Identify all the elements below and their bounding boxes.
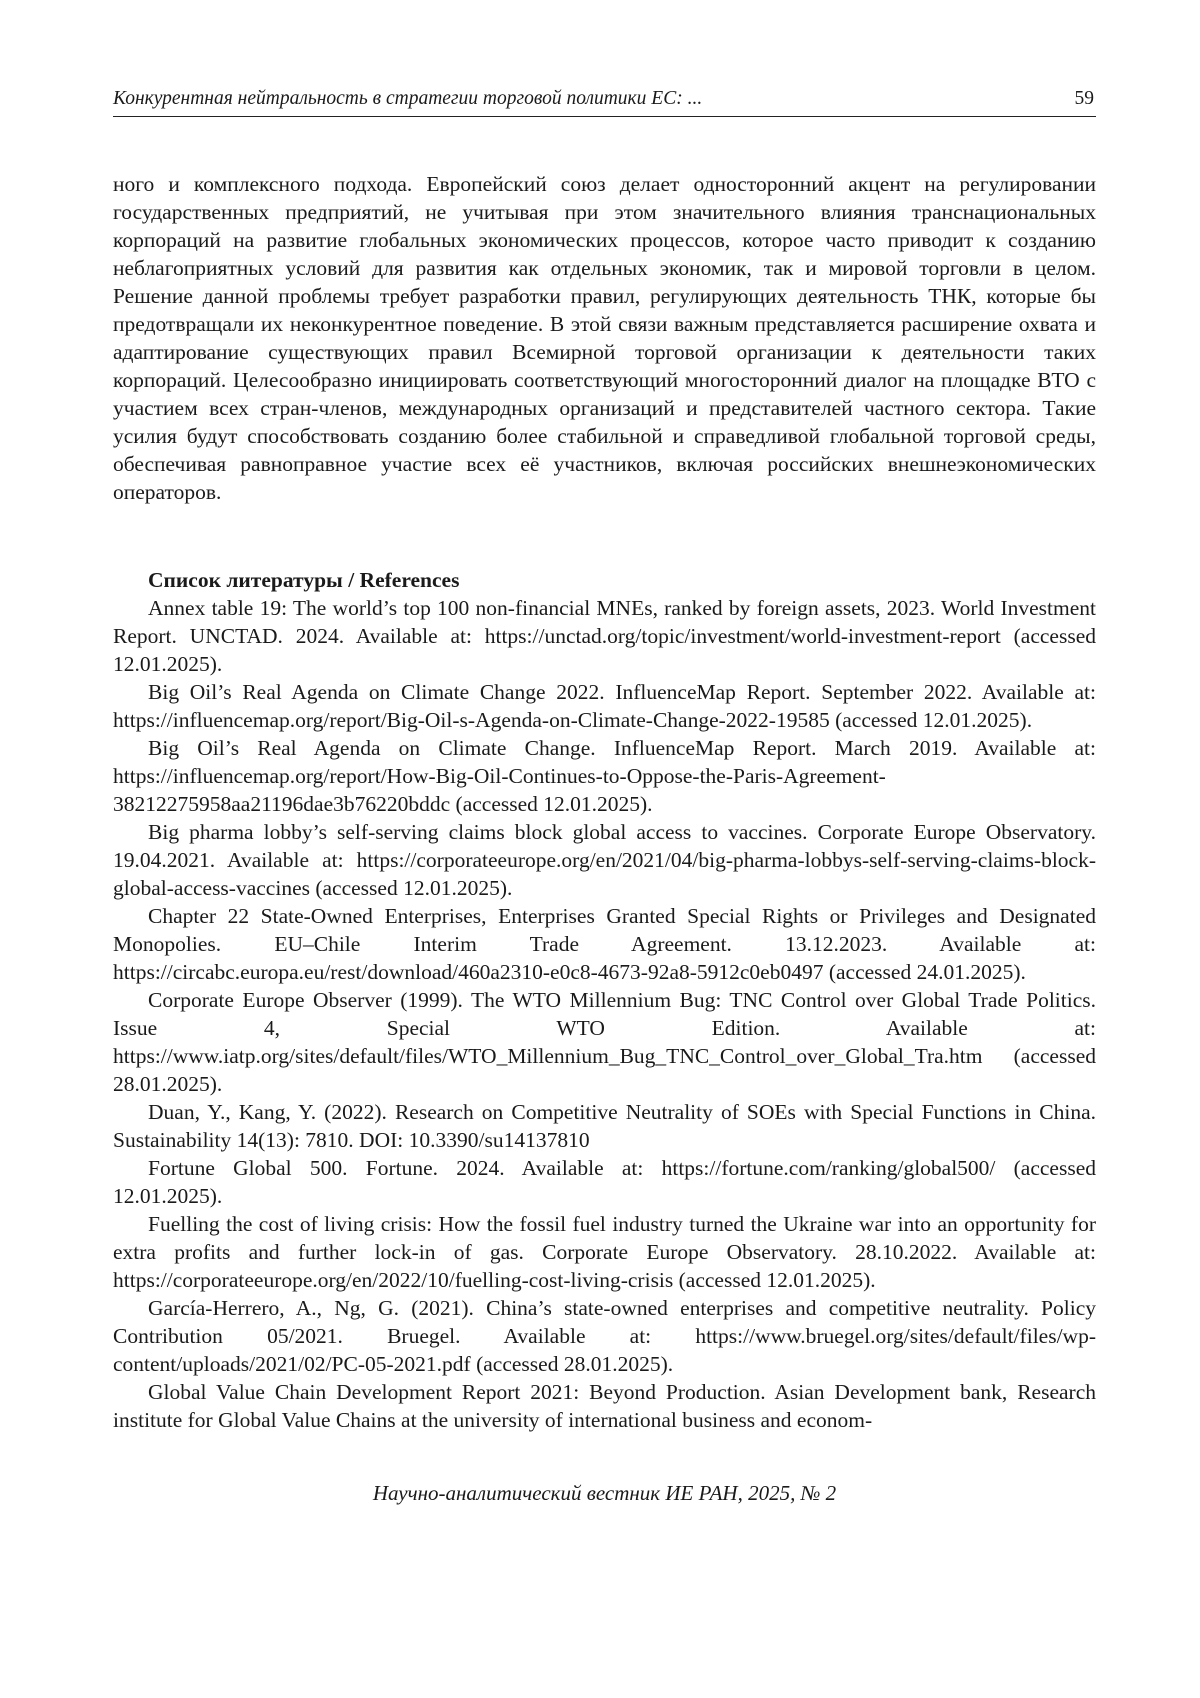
page-number: 59 — [1074, 88, 1094, 109]
reference-item: Big Oil’s Real Agenda on Climate Change. InfluenceMap Report. March 2019. Available at: https://influencemap.org/report/How-Big-Oil-Continues-to-Oppose-the-Paris-Agreement-38212275958aa21196dae3b76220bddc (accessed 12.01.2025). — [113, 736, 1096, 816]
reference-item: García-Herrero, A., Ng, G. (2021). China’s state-owned enterprises and competitive neutrality. Policy Contribution 05/2021. Bruegel. Available at: https://www.bruegel.org/sites/default/files/wp-content/uploads/2021/02/PC-05-2021.pdf (accessed 28.01.2025). — [113, 1296, 1096, 1376]
reference-item: Global Value Chain Development Report 2021: Beyond Production. Asian Development bank, Research institute for Global Value Chains at the university of international business and econom- — [113, 1380, 1096, 1432]
references-heading: Список литературы / References — [148, 568, 460, 592]
reference-item: Corporate Europe Observer (1999). The WTO Millennium Bug: TNC Control over Global Trade Politics. Issue 4, Special WTO Edition. Available at: https://www.iatp.org/sites/default/files/WTO_Millennium_Bug_TNC_Control_over_Global_Tra.htm (accessed 28.01.2025). — [113, 988, 1096, 1096]
page-header — [113, 86, 1096, 117]
references-list — [113, 594, 1096, 1434]
reference-item: Fortune Global 500. Fortune. 2024. Available at: https://fortune.com/ranking/global500/ (accessed 12.01.2025). — [113, 1156, 1096, 1208]
reference-item: Big Oil’s Real Agenda on Climate Change 2022. InfluenceMap Report. September 2022. Available at: https://influencemap.org/report/Big-Oil-s-Agenda-on-Climate-Change-2022-19585 (accessed 12.01.2025). — [113, 680, 1096, 732]
body-paragraph: ного и комплексного подхода. Европейский союз делает односторонний акцент на регулировании государственных предприятий, не учитывая при этом значительного влияния транснациональных корпораций на развитие глобальных экономических процессов, которое часто приводит к созданию неблагоприятных условий для развития как отдельных экономик, так и мировой торговли в целом. Решение данной проблемы требует разработки правил, регулирующих деятельность ТНК, которые бы предотвращали их неконкурентное поведение. В этой связи важным представляется расширение охвата и адаптирование существующих правил Всемирной торговой организации к деятельности таких корпораций. Целесообразно инициировать соответствующий многосторонний диалог на площадке ВТО с участием всех стран-членов, международных организаций и представителей частного сектора. Такие усилия будут способствовать созданию более стабильной и справедливой глобальной торговой среды, обеспечивая равноправное участие всех её участников, включая российских внешнеэкономических операторов. — [113, 172, 1096, 504]
journal-footer: Научно-аналитический вестник ИЕ РАН, 2025, № 2 — [372, 1481, 837, 1505]
running-title: Конкурентная нейтральность в стратегии торговой политики ЕС: ... — [113, 88, 703, 109]
reference-item: Chapter 22 State-Owned Enterprises, Enterprises Granted Special Rights or Privileges and Designated Monopolies. EU–Chile Interim Trade Agreement. 13.12.2023. Available at: https://circabc.europa.eu/rest/download/460a2310-e0c8-4673-92a8-5912c0eb0497 (accessed 24.01.2025). — [113, 904, 1096, 984]
reference-item: Duan, Y., Kang, Y. (2022). Research on Competitive Neutrality of SOEs with Special Functions in China. Sustainability 14(13): 7810. DOI: 10.3390/su14137810 — [113, 1100, 1096, 1152]
reference-item: Annex table 19: The world’s top 100 non-financial MNEs, ranked by foreign assets, 2023. World Investment Report. UNCTAD. 2024. Available at: https://unctad.org/topic/investment/world-investment-report (accessed 12.01.2025). — [113, 596, 1096, 676]
reference-item: Fuelling the cost of living crisis: How the fossil fuel industry turned the Ukraine war into an opportunity for extra profits and further lock-in of gas. Corporate Europe Observatory. 28.10.2022. Available at: https://corporateeurope.org/en/2022/10/fuelling-cost-living-crisis (accessed 12.01.2025). — [113, 1212, 1096, 1292]
reference-item: Big pharma lobby’s self-serving claims block global access to vaccines. Corporate Europe Observatory. 19.04.2021. Available at: https://corporateeurope.org/en/2021/04/big-pharma-lobbys-self-serving-claims-block-global-access-vaccines (accessed 12.01.2025). — [113, 820, 1096, 900]
